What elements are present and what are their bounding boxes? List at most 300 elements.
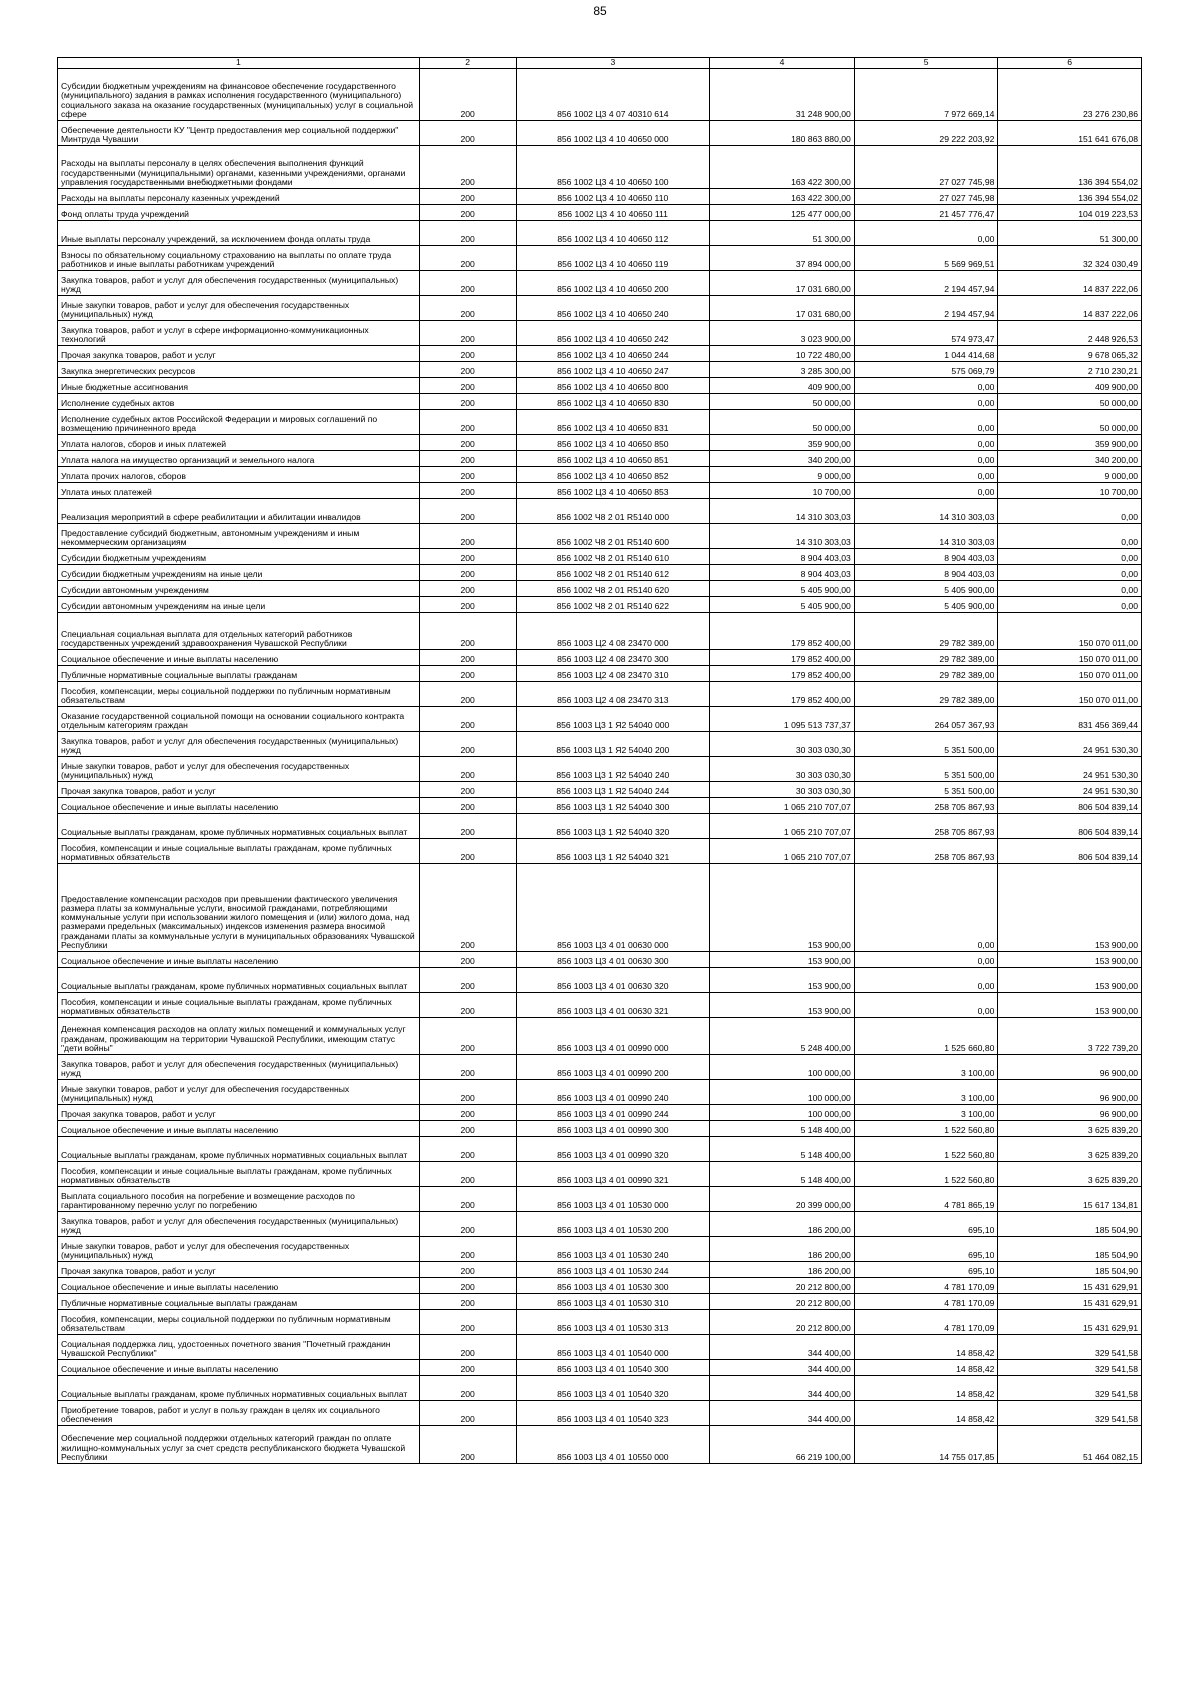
row-budget-code: 856 1002 Ч8 2 01 R5140 600 xyxy=(516,524,710,549)
row-budget-code: 856 1002 Ц3 4 10 40650 853 xyxy=(516,483,710,499)
row-description: Социальная поддержка лиц, удостоенных почетного звания "Почетный гражданин Чувашской Республики" xyxy=(58,1335,420,1360)
row-description: Социальное обеспечение и иные выплаты населению xyxy=(58,1121,420,1137)
table-row xyxy=(58,1376,1142,1401)
row-line-code: 200 xyxy=(419,1162,516,1187)
row-budget-code: 856 1002 Ц3 4 10 40650 112 xyxy=(516,221,710,246)
row-description: Уплата иных платежей xyxy=(58,483,420,499)
row-unexecuted-amount: 0,00 xyxy=(998,597,1142,613)
row-budget-code: 856 1002 Ц3 4 10 40650 119 xyxy=(516,246,710,271)
table-row xyxy=(58,1401,1142,1426)
row-executed-amount: 0,00 xyxy=(854,435,998,451)
row-line-code: 200 xyxy=(419,707,516,732)
row-unexecuted-amount: 150 070 011,00 xyxy=(998,613,1142,650)
row-description: Расходы на выплаты персоналу казенных учреждений xyxy=(58,189,420,205)
row-executed-amount: 14 858,42 xyxy=(854,1360,998,1376)
row-line-code: 200 xyxy=(419,814,516,839)
row-unexecuted-amount: 50 000,00 xyxy=(998,410,1142,435)
row-executed-amount: 258 705 867,93 xyxy=(854,814,998,839)
row-description: Пособия, компенсации, меры социальной поддержки по публичным нормативным обязательствам xyxy=(58,682,420,707)
table-row xyxy=(58,296,1142,321)
row-line-code: 200 xyxy=(419,524,516,549)
row-approved-amount: 10 700,00 xyxy=(710,483,855,499)
table-row xyxy=(58,1121,1142,1137)
row-line-code: 200 xyxy=(419,1401,516,1426)
row-line-code: 200 xyxy=(419,378,516,394)
row-budget-code: 856 1003 Ц3 4 01 10540 300 xyxy=(516,1360,710,1376)
row-description: Субсидии бюджетным учреждениям xyxy=(58,549,420,565)
row-unexecuted-amount: 32 324 030,49 xyxy=(998,246,1142,271)
row-description: Закупка товаров, работ и услуг для обеспечения государственных (муниципальных) нужд xyxy=(58,1055,420,1080)
row-line-code: 200 xyxy=(419,221,516,246)
row-budget-code: 856 1003 Ц3 4 01 00990 240 xyxy=(516,1080,710,1105)
row-executed-amount: 5 569 969,51 xyxy=(854,246,998,271)
row-description: Социальные выплаты гражданам, кроме публичных нормативных социальных выплат xyxy=(58,968,420,993)
row-description: Иные бюджетные ассигнования xyxy=(58,378,420,394)
row-unexecuted-amount: 150 070 011,00 xyxy=(998,682,1142,707)
row-approved-amount: 1 065 210 707,07 xyxy=(710,839,855,864)
table-row xyxy=(58,524,1142,549)
table-row xyxy=(58,435,1142,451)
row-line-code: 200 xyxy=(419,565,516,581)
row-line-code: 200 xyxy=(419,1262,516,1278)
row-unexecuted-amount: 185 504,90 xyxy=(998,1212,1142,1237)
row-description: Уплата прочих налогов, сборов xyxy=(58,467,420,483)
row-line-code: 200 xyxy=(419,205,516,221)
table-row xyxy=(58,1162,1142,1187)
row-executed-amount: 0,00 xyxy=(854,952,998,968)
row-line-code: 200 xyxy=(419,732,516,757)
table-row xyxy=(58,1237,1142,1262)
row-budget-code: 856 1002 Ц3 4 10 40650 110 xyxy=(516,189,710,205)
column-header: 4 xyxy=(710,58,855,69)
row-budget-code: 856 1002 Ц3 4 10 40650 244 xyxy=(516,346,710,362)
row-approved-amount: 1 065 210 707,07 xyxy=(710,798,855,814)
row-executed-amount: 1 522 560,80 xyxy=(854,1121,998,1137)
row-description: Пособия, компенсации, меры социальной поддержки по публичным нормативным обязательствам xyxy=(58,1310,420,1335)
row-line-code: 200 xyxy=(419,952,516,968)
row-line-code: 200 xyxy=(419,864,516,952)
row-budget-code: 856 1003 Ц3 4 01 10540 320 xyxy=(516,1376,710,1401)
row-executed-amount: 5 405 900,00 xyxy=(854,597,998,613)
row-approved-amount: 50 000,00 xyxy=(710,410,855,435)
row-line-code: 200 xyxy=(419,968,516,993)
row-executed-amount: 2 194 457,94 xyxy=(854,271,998,296)
table-row xyxy=(58,394,1142,410)
row-executed-amount: 695,10 xyxy=(854,1262,998,1278)
row-description: Выплата социального пособия на погребение и возмещение расходов по гарантированному перечню услуг по погребению xyxy=(58,1187,420,1212)
row-line-code: 200 xyxy=(419,321,516,346)
table-row xyxy=(58,993,1142,1018)
row-approved-amount: 100 000,00 xyxy=(710,1055,855,1080)
row-executed-amount: 0,00 xyxy=(854,378,998,394)
row-approved-amount: 344 400,00 xyxy=(710,1401,855,1426)
row-budget-code: 856 1002 Ц3 4 10 40650 247 xyxy=(516,362,710,378)
row-approved-amount: 20 212 800,00 xyxy=(710,1294,855,1310)
row-description: Пособия, компенсации и иные социальные выплаты гражданам, кроме публичных нормативных обязательств xyxy=(58,993,420,1018)
row-budget-code: 856 1002 Ц3 4 10 40650 851 xyxy=(516,451,710,467)
row-budget-code: 856 1003 Ц3 4 01 00990 320 xyxy=(516,1137,710,1162)
row-executed-amount: 575 069,79 xyxy=(854,362,998,378)
row-budget-code: 856 1003 Ц3 4 01 10550 000 xyxy=(516,1426,710,1464)
row-unexecuted-amount: 0,00 xyxy=(998,499,1142,524)
row-approved-amount: 5 405 900,00 xyxy=(710,581,855,597)
row-budget-code: 856 1003 Ц3 4 01 00630 321 xyxy=(516,993,710,1018)
row-line-code: 200 xyxy=(419,1426,516,1464)
row-approved-amount: 3 023 900,00 xyxy=(710,321,855,346)
row-budget-code: 856 1003 Ц2 4 08 23470 300 xyxy=(516,650,710,666)
row-budget-code: 856 1003 Ц3 4 01 10530 300 xyxy=(516,1278,710,1294)
row-approved-amount: 20 212 800,00 xyxy=(710,1278,855,1294)
row-unexecuted-amount: 2 710 230,21 xyxy=(998,362,1142,378)
table-row xyxy=(58,378,1142,394)
row-line-code: 200 xyxy=(419,993,516,1018)
row-budget-code: 856 1003 Ц3 1 Я2 54040 320 xyxy=(516,814,710,839)
row-description: Взносы по обязательному социальному страхованию на выплаты по оплате труда работников и иные выплаты работникам учреждений xyxy=(58,246,420,271)
row-executed-amount: 3 100,00 xyxy=(854,1080,998,1105)
row-unexecuted-amount: 96 900,00 xyxy=(998,1055,1142,1080)
row-description: Исполнение судебных актов xyxy=(58,394,420,410)
table-row xyxy=(58,682,1142,707)
row-executed-amount: 29 782 389,00 xyxy=(854,682,998,707)
row-description: Прочая закупка товаров, работ и услуг xyxy=(58,782,420,798)
row-budget-code: 856 1002 Ц3 4 10 40650 000 xyxy=(516,121,710,146)
table-row xyxy=(58,205,1142,221)
row-approved-amount: 66 219 100,00 xyxy=(710,1426,855,1464)
row-description: Субсидии автономным учреждениям xyxy=(58,581,420,597)
table-row xyxy=(58,1335,1142,1360)
row-budget-code: 856 1003 Ц3 4 01 10530 310 xyxy=(516,1294,710,1310)
row-unexecuted-amount: 15 431 629,91 xyxy=(998,1294,1142,1310)
row-unexecuted-amount: 329 541,58 xyxy=(998,1360,1142,1376)
row-budget-code: 856 1003 Ц3 4 01 10530 313 xyxy=(516,1310,710,1335)
row-line-code: 200 xyxy=(419,650,516,666)
row-line-code: 200 xyxy=(419,121,516,146)
row-description: Субсидии бюджетным учреждениям на иные цели xyxy=(58,565,420,581)
row-unexecuted-amount: 0,00 xyxy=(998,565,1142,581)
row-line-code: 200 xyxy=(419,146,516,189)
row-unexecuted-amount: 15 617 134,81 xyxy=(998,1187,1142,1212)
row-approved-amount: 409 900,00 xyxy=(710,378,855,394)
row-unexecuted-amount: 806 504 839,14 xyxy=(998,814,1142,839)
table-row xyxy=(58,1426,1142,1464)
row-line-code: 200 xyxy=(419,1278,516,1294)
row-unexecuted-amount: 15 431 629,91 xyxy=(998,1278,1142,1294)
row-budget-code: 856 1003 Ц3 4 01 00990 000 xyxy=(516,1018,710,1055)
row-line-code: 200 xyxy=(419,1212,516,1237)
column-header: 5 xyxy=(854,58,998,69)
row-line-code: 200 xyxy=(419,1294,516,1310)
row-line-code: 200 xyxy=(419,1121,516,1137)
row-executed-amount: 695,10 xyxy=(854,1212,998,1237)
row-executed-amount: 0,00 xyxy=(854,410,998,435)
row-line-code: 200 xyxy=(419,1335,516,1360)
row-budget-code: 856 1002 Ц3 4 10 40650 242 xyxy=(516,321,710,346)
row-budget-code: 856 1002 Ц3 4 10 40650 100 xyxy=(516,146,710,189)
row-unexecuted-amount: 831 456 369,44 xyxy=(998,707,1142,732)
row-unexecuted-amount: 359 900,00 xyxy=(998,435,1142,451)
row-executed-amount: 4 781 170,09 xyxy=(854,1294,998,1310)
row-budget-code: 856 1003 Ц2 4 08 23470 313 xyxy=(516,682,710,707)
row-executed-amount: 5 405 900,00 xyxy=(854,581,998,597)
row-approved-amount: 50 000,00 xyxy=(710,394,855,410)
row-line-code: 200 xyxy=(419,1080,516,1105)
row-approved-amount: 8 904 403,03 xyxy=(710,565,855,581)
table-row xyxy=(58,597,1142,613)
column-header: 6 xyxy=(998,58,1142,69)
row-approved-amount: 8 904 403,03 xyxy=(710,549,855,565)
table-row xyxy=(58,451,1142,467)
row-unexecuted-amount: 9 000,00 xyxy=(998,467,1142,483)
row-description: Специальная социальная выплата для отдельных категорий работников государственных учреждений здравоохранения Чувашской Республики xyxy=(58,613,420,650)
row-executed-amount: 14 755 017,85 xyxy=(854,1426,998,1464)
row-budget-code: 856 1003 Ц2 4 08 23470 000 xyxy=(516,613,710,650)
row-approved-amount: 179 852 400,00 xyxy=(710,682,855,707)
row-description: Социальное обеспечение и иные выплаты населению xyxy=(58,650,420,666)
row-unexecuted-amount: 3 722 739,20 xyxy=(998,1018,1142,1055)
row-approved-amount: 153 900,00 xyxy=(710,993,855,1018)
row-description: Обеспечение мер социальной поддержки отдельных категорий граждан по оплате жилищно-коммунальных услуг за счет средств республиканского бюджета Чувашской Республики xyxy=(58,1426,420,1464)
row-budget-code: 856 1003 Ц3 4 01 10540 000 xyxy=(516,1335,710,1360)
row-approved-amount: 344 400,00 xyxy=(710,1376,855,1401)
row-line-code: 200 xyxy=(419,451,516,467)
row-description: Социальные выплаты гражданам, кроме публичных нормативных социальных выплат xyxy=(58,1137,420,1162)
row-approved-amount: 163 422 300,00 xyxy=(710,189,855,205)
row-budget-code: 856 1002 Ц3 4 07 40310 614 xyxy=(516,69,710,121)
row-budget-code: 856 1002 Ц3 4 10 40650 852 xyxy=(516,467,710,483)
row-approved-amount: 30 303 030,30 xyxy=(710,757,855,782)
table-row xyxy=(58,69,1142,121)
row-description: Прочая закупка товаров, работ и услуг xyxy=(58,1105,420,1121)
row-executed-amount: 27 027 745,98 xyxy=(854,146,998,189)
row-unexecuted-amount: 24 951 530,30 xyxy=(998,757,1142,782)
row-description: Субсидии бюджетным учреждениям на финансовое обеспечение государственного (муниципального) задания в рамках исполнения государственного (муниципального) социального заказа на оказание государственных (муниципальных) услуг в социальной сфере xyxy=(58,69,420,121)
table-row xyxy=(58,483,1142,499)
table-row xyxy=(58,814,1142,839)
row-executed-amount: 258 705 867,93 xyxy=(854,798,998,814)
row-budget-code: 856 1002 Ц3 4 10 40650 830 xyxy=(516,394,710,410)
row-approved-amount: 186 200,00 xyxy=(710,1262,855,1278)
row-unexecuted-amount: 96 900,00 xyxy=(998,1105,1142,1121)
row-approved-amount: 51 300,00 xyxy=(710,221,855,246)
row-executed-amount: 0,00 xyxy=(854,993,998,1018)
row-unexecuted-amount: 806 504 839,14 xyxy=(998,798,1142,814)
row-unexecuted-amount: 329 541,58 xyxy=(998,1376,1142,1401)
row-description: Приобретение товаров, работ и услуг в пользу граждан в целях их социального обеспечения xyxy=(58,1401,420,1426)
table-row xyxy=(58,271,1142,296)
row-approved-amount: 179 852 400,00 xyxy=(710,613,855,650)
row-executed-amount: 14 858,42 xyxy=(854,1401,998,1426)
row-executed-amount: 8 904 403,03 xyxy=(854,565,998,581)
table-row xyxy=(58,121,1142,146)
row-line-code: 200 xyxy=(419,346,516,362)
row-line-code: 200 xyxy=(419,435,516,451)
row-executed-amount: 0,00 xyxy=(854,483,998,499)
row-approved-amount: 125 477 000,00 xyxy=(710,205,855,221)
row-unexecuted-amount: 0,00 xyxy=(998,581,1142,597)
row-budget-code: 856 1003 Ц3 1 Я2 54040 240 xyxy=(516,757,710,782)
row-unexecuted-amount: 136 394 554,02 xyxy=(998,189,1142,205)
row-approved-amount: 5 148 400,00 xyxy=(710,1137,855,1162)
row-unexecuted-amount: 23 276 230,86 xyxy=(998,69,1142,121)
row-description: Расходы на выплаты персоналу в целях обеспечения выполнения функций государственными (муниципальными) органами, казенными учреждениями, органами управления государственными внебюджетными фондами xyxy=(58,146,420,189)
row-executed-amount: 264 057 367,93 xyxy=(854,707,998,732)
row-description: Иные закупки товаров, работ и услуг для обеспечения государственных (муниципальных) нужд xyxy=(58,296,420,321)
row-approved-amount: 340 200,00 xyxy=(710,451,855,467)
row-line-code: 200 xyxy=(419,666,516,682)
row-budget-code: 856 1003 Ц3 1 Я2 54040 000 xyxy=(516,707,710,732)
row-approved-amount: 10 722 480,00 xyxy=(710,346,855,362)
row-approved-amount: 31 248 900,00 xyxy=(710,69,855,121)
row-description: Закупка товаров, работ и услуг в сфере информационно-коммуникационных технологий xyxy=(58,321,420,346)
row-description: Публичные нормативные социальные выплаты гражданам xyxy=(58,1294,420,1310)
row-budget-code: 856 1003 Ц3 4 01 10530 240 xyxy=(516,1237,710,1262)
row-unexecuted-amount: 2 448 926,53 xyxy=(998,321,1142,346)
row-approved-amount: 344 400,00 xyxy=(710,1335,855,1360)
row-description: Иные закупки товаров, работ и услуг для обеспечения государственных (муниципальных) нужд xyxy=(58,1237,420,1262)
row-budget-code: 856 1003 Ц3 4 01 10530 244 xyxy=(516,1262,710,1278)
row-description: Пособия, компенсации и иные социальные выплаты гражданам, кроме публичных нормативных обязательств xyxy=(58,1162,420,1187)
row-executed-amount: 4 781 170,09 xyxy=(854,1310,998,1335)
row-unexecuted-amount: 96 900,00 xyxy=(998,1080,1142,1105)
row-approved-amount: 14 310 303,03 xyxy=(710,499,855,524)
row-budget-code: 856 1002 Ц3 4 10 40650 111 xyxy=(516,205,710,221)
table-row xyxy=(58,952,1142,968)
row-executed-amount: 0,00 xyxy=(854,394,998,410)
row-unexecuted-amount: 24 951 530,30 xyxy=(998,732,1142,757)
row-description: Предоставление компенсации расходов при превышении фактического увеличения размера платы за коммунальные услуги, вносимой гражданами, потребляющими коммунальные услуги при использовании жилого помещения и (или) жилого дома, над размерами предельных (максимальных) индексов изменения размера вносимой гражданами платы за коммунальные услуги в муниципальных образованиях Чувашской Республики xyxy=(58,864,420,952)
row-description: Уплата налога на имущество организаций и земельного налога xyxy=(58,451,420,467)
row-executed-amount: 7 972 669,14 xyxy=(854,69,998,121)
row-unexecuted-amount: 151 641 676,08 xyxy=(998,121,1142,146)
row-unexecuted-amount: 340 200,00 xyxy=(998,451,1142,467)
row-approved-amount: 153 900,00 xyxy=(710,864,855,952)
row-budget-code: 856 1003 Ц3 4 01 00990 200 xyxy=(516,1055,710,1080)
row-executed-amount: 29 782 389,00 xyxy=(854,650,998,666)
row-line-code: 200 xyxy=(419,246,516,271)
row-description: Иные выплаты персоналу учреждений, за исключением фонда оплаты труда xyxy=(58,221,420,246)
row-unexecuted-amount: 153 900,00 xyxy=(998,864,1142,952)
row-line-code: 200 xyxy=(419,613,516,650)
row-description: Социальное обеспечение и иные выплаты населению xyxy=(58,1360,420,1376)
row-executed-amount: 14 310 303,03 xyxy=(854,499,998,524)
table-row xyxy=(58,1137,1142,1162)
table-row xyxy=(58,782,1142,798)
row-unexecuted-amount: 3 625 839,20 xyxy=(998,1162,1142,1187)
row-description: Социальное обеспечение и иные выплаты населению xyxy=(58,1278,420,1294)
row-unexecuted-amount: 0,00 xyxy=(998,549,1142,565)
table-row xyxy=(58,467,1142,483)
row-description: Закупка товаров, работ и услуг для обеспечения государственных (муниципальных) нужд xyxy=(58,732,420,757)
row-executed-amount: 14 310 303,03 xyxy=(854,524,998,549)
table-header-row xyxy=(58,58,1142,69)
row-budget-code: 856 1002 Ч8 2 01 R5140 620 xyxy=(516,581,710,597)
row-line-code: 200 xyxy=(419,1105,516,1121)
row-approved-amount: 3 285 300,00 xyxy=(710,362,855,378)
row-description: Фонд оплаты труда учреждений xyxy=(58,205,420,221)
row-approved-amount: 5 405 900,00 xyxy=(710,597,855,613)
row-executed-amount: 27 027 745,98 xyxy=(854,189,998,205)
table-row xyxy=(58,346,1142,362)
row-budget-code: 856 1002 Ц3 4 10 40650 240 xyxy=(516,296,710,321)
row-unexecuted-amount: 15 431 629,91 xyxy=(998,1310,1142,1335)
table-row xyxy=(58,1294,1142,1310)
row-executed-amount: 14 858,42 xyxy=(854,1335,998,1360)
row-executed-amount: 29 782 389,00 xyxy=(854,666,998,682)
table-row xyxy=(58,1310,1142,1335)
row-unexecuted-amount: 51 300,00 xyxy=(998,221,1142,246)
row-executed-amount: 1 522 560,80 xyxy=(854,1137,998,1162)
row-description: Пособия, компенсации и иные социальные выплаты гражданам, кроме публичных нормативных обязательств xyxy=(58,839,420,864)
row-line-code: 200 xyxy=(419,1187,516,1212)
row-description: Закупка товаров, работ и услуг для обеспечения государственных (муниципальных) нужд xyxy=(58,271,420,296)
row-executed-amount: 1 522 560,80 xyxy=(854,1162,998,1187)
row-approved-amount: 17 031 680,00 xyxy=(710,296,855,321)
row-budget-code: 856 1002 Ч8 2 01 R5140 622 xyxy=(516,597,710,613)
row-line-code: 200 xyxy=(419,682,516,707)
row-executed-amount: 4 781 865,19 xyxy=(854,1187,998,1212)
row-budget-code: 856 1003 Ц3 4 01 00630 300 xyxy=(516,952,710,968)
row-executed-amount: 5 351 500,00 xyxy=(854,757,998,782)
row-line-code: 200 xyxy=(419,394,516,410)
row-approved-amount: 344 400,00 xyxy=(710,1360,855,1376)
row-unexecuted-amount: 153 900,00 xyxy=(998,968,1142,993)
row-unexecuted-amount: 150 070 011,00 xyxy=(998,650,1142,666)
row-approved-amount: 5 248 400,00 xyxy=(710,1018,855,1055)
row-executed-amount: 0,00 xyxy=(854,968,998,993)
row-executed-amount: 0,00 xyxy=(854,467,998,483)
row-line-code: 200 xyxy=(419,362,516,378)
row-executed-amount: 0,00 xyxy=(854,864,998,952)
table-row xyxy=(58,798,1142,814)
row-description: Исполнение судебных актов Российской Федерации и мировых соглашений по возмещению причиненного вреда xyxy=(58,410,420,435)
row-description: Уплата налогов, сборов и иных платежей xyxy=(58,435,420,451)
row-budget-code: 856 1003 Ц3 4 01 00990 321 xyxy=(516,1162,710,1187)
table-row xyxy=(58,1187,1142,1212)
column-header: 3 xyxy=(516,58,710,69)
row-approved-amount: 5 148 400,00 xyxy=(710,1162,855,1187)
table-row xyxy=(58,732,1142,757)
table-row xyxy=(58,565,1142,581)
row-unexecuted-amount: 9 678 065,32 xyxy=(998,346,1142,362)
row-approved-amount: 179 852 400,00 xyxy=(710,666,855,682)
row-line-code: 200 xyxy=(419,69,516,121)
table-row xyxy=(58,1055,1142,1080)
row-unexecuted-amount: 153 900,00 xyxy=(998,952,1142,968)
row-budget-code: 856 1003 Ц2 4 08 23470 310 xyxy=(516,666,710,682)
row-line-code: 200 xyxy=(419,581,516,597)
row-line-code: 200 xyxy=(419,189,516,205)
row-executed-amount: 5 351 500,00 xyxy=(854,732,998,757)
row-description: Иные закупки товаров, работ и услуг для обеспечения государственных (муниципальных) нужд xyxy=(58,757,420,782)
row-approved-amount: 30 303 030,30 xyxy=(710,732,855,757)
row-budget-code: 856 1002 Ц3 4 10 40650 800 xyxy=(516,378,710,394)
row-unexecuted-amount: 14 837 222,06 xyxy=(998,271,1142,296)
row-budget-code: 856 1003 Ц3 1 Я2 54040 244 xyxy=(516,782,710,798)
table-row xyxy=(58,757,1142,782)
row-approved-amount: 186 200,00 xyxy=(710,1237,855,1262)
table-row xyxy=(58,410,1142,435)
row-budget-code: 856 1003 Ц3 4 01 00630 000 xyxy=(516,864,710,952)
row-description: Социальное обеспечение и иные выплаты населению xyxy=(58,952,420,968)
row-approved-amount: 9 000,00 xyxy=(710,467,855,483)
row-executed-amount: 574 973,47 xyxy=(854,321,998,346)
row-line-code: 200 xyxy=(419,410,516,435)
row-executed-amount: 1 044 414,68 xyxy=(854,346,998,362)
row-approved-amount: 153 900,00 xyxy=(710,952,855,968)
row-executed-amount: 21 457 776,47 xyxy=(854,205,998,221)
row-description: Закупка товаров, работ и услуг для обеспечения государственных (муниципальных) нужд xyxy=(58,1212,420,1237)
row-approved-amount: 30 303 030,30 xyxy=(710,782,855,798)
